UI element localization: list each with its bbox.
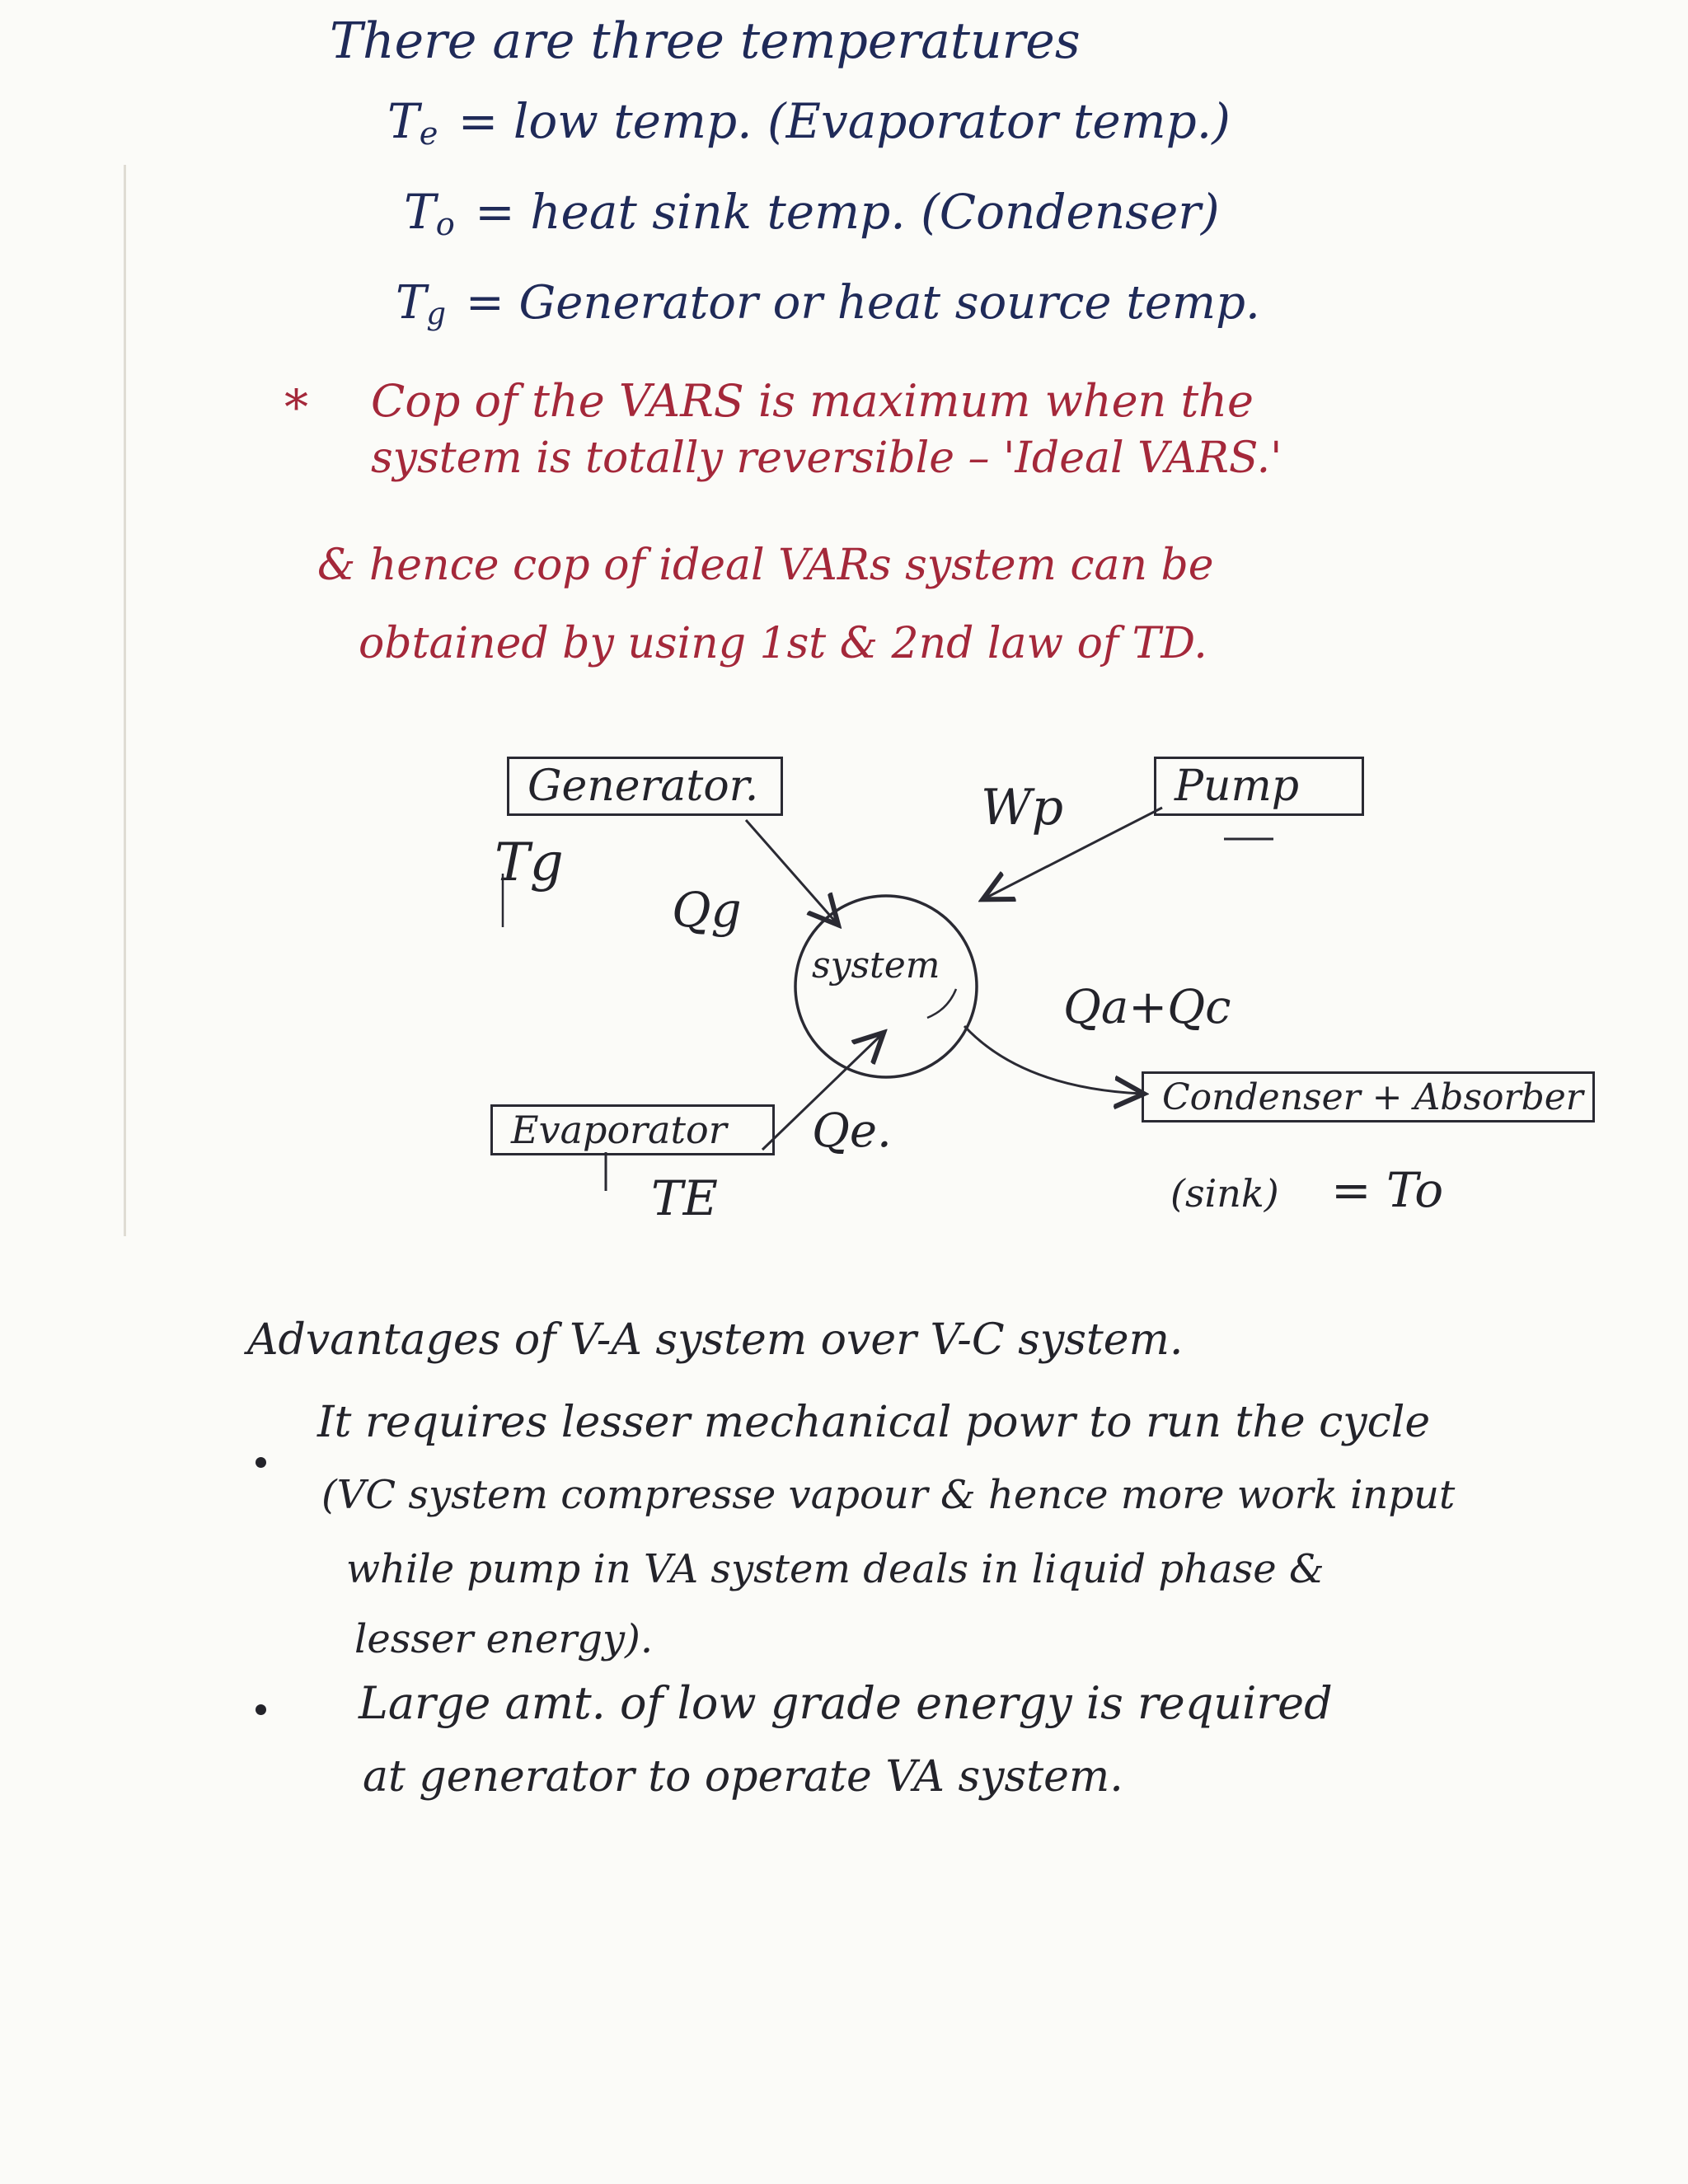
te-subscript: e	[419, 115, 438, 152]
te-label: TE	[651, 1170, 719, 1226]
tg-symbol: T	[396, 276, 427, 330]
sink-label: (sink)	[1170, 1171, 1279, 1216]
tg-label: Tg	[495, 832, 564, 893]
intro-line: There are three temperatures	[330, 12, 1081, 70]
to-description: = heat sink temp. (Condenser)	[475, 184, 1220, 240]
qg-label: Qg	[672, 882, 742, 938]
system-to-condenser-arrow	[964, 1026, 1142, 1094]
system-internal-flick	[927, 989, 956, 1018]
note-line-3: & hence cop of ideal VARs system can be	[317, 541, 1214, 590]
wp-label: Wp	[981, 779, 1064, 837]
bullet-2-line-2: at generator to operate VA system.	[363, 1752, 1123, 1802]
te-symbol: T	[387, 93, 420, 149]
to-label: = To	[1331, 1162, 1444, 1218]
tg-subscript: g	[426, 296, 447, 332]
bullet-1-line-3: while pump in VA system deals in liquid phase &	[346, 1546, 1325, 1592]
system-label: system	[812, 944, 940, 987]
generator-box: Generator.	[507, 757, 783, 816]
note-line-2: system is totally reversible – 'Ideal VARS.'	[371, 434, 1282, 483]
evaporator-box: Evaporator	[490, 1104, 775, 1155]
note-line-4: obtained by using 1st & 2nd law of TD.	[359, 619, 1207, 668]
advantages-heading: Advantages of V-A system over V-C system.	[247, 1315, 1184, 1365]
bullet-2-line-1: Large amt. of low grade energy is required	[359, 1677, 1333, 1729]
to-subscript: o	[435, 205, 455, 243]
tg-description: = Generator or heat source temp.	[465, 276, 1260, 330]
note-star: *	[284, 379, 308, 435]
te-description: = low temp. (Evaporator temp.)	[457, 93, 1231, 149]
system-circle	[795, 896, 977, 1077]
generator-to-system-arrow	[746, 820, 837, 923]
bullet-dot-2	[256, 1704, 266, 1715]
qa-qc-label: Qa+Qc	[1063, 981, 1231, 1034]
bullet-dot-1	[256, 1457, 266, 1468]
condenser-absorber-box: Condenser + Absorber	[1142, 1071, 1595, 1122]
note-line-1: Cop of the VARS is maximum when the	[371, 375, 1254, 427]
bullet-1-line-1: It requires lesser mechanical powr to run the cycle	[317, 1398, 1431, 1447]
bullet-1-line-2: (VC system compresse vapour & hence more work input	[321, 1472, 1456, 1518]
qe-label: Qe.	[812, 1104, 892, 1158]
to-symbol: T	[404, 184, 436, 240]
bullet-1-line-4: lesser energy).	[354, 1616, 654, 1662]
pump-box: Pump	[1154, 757, 1364, 816]
